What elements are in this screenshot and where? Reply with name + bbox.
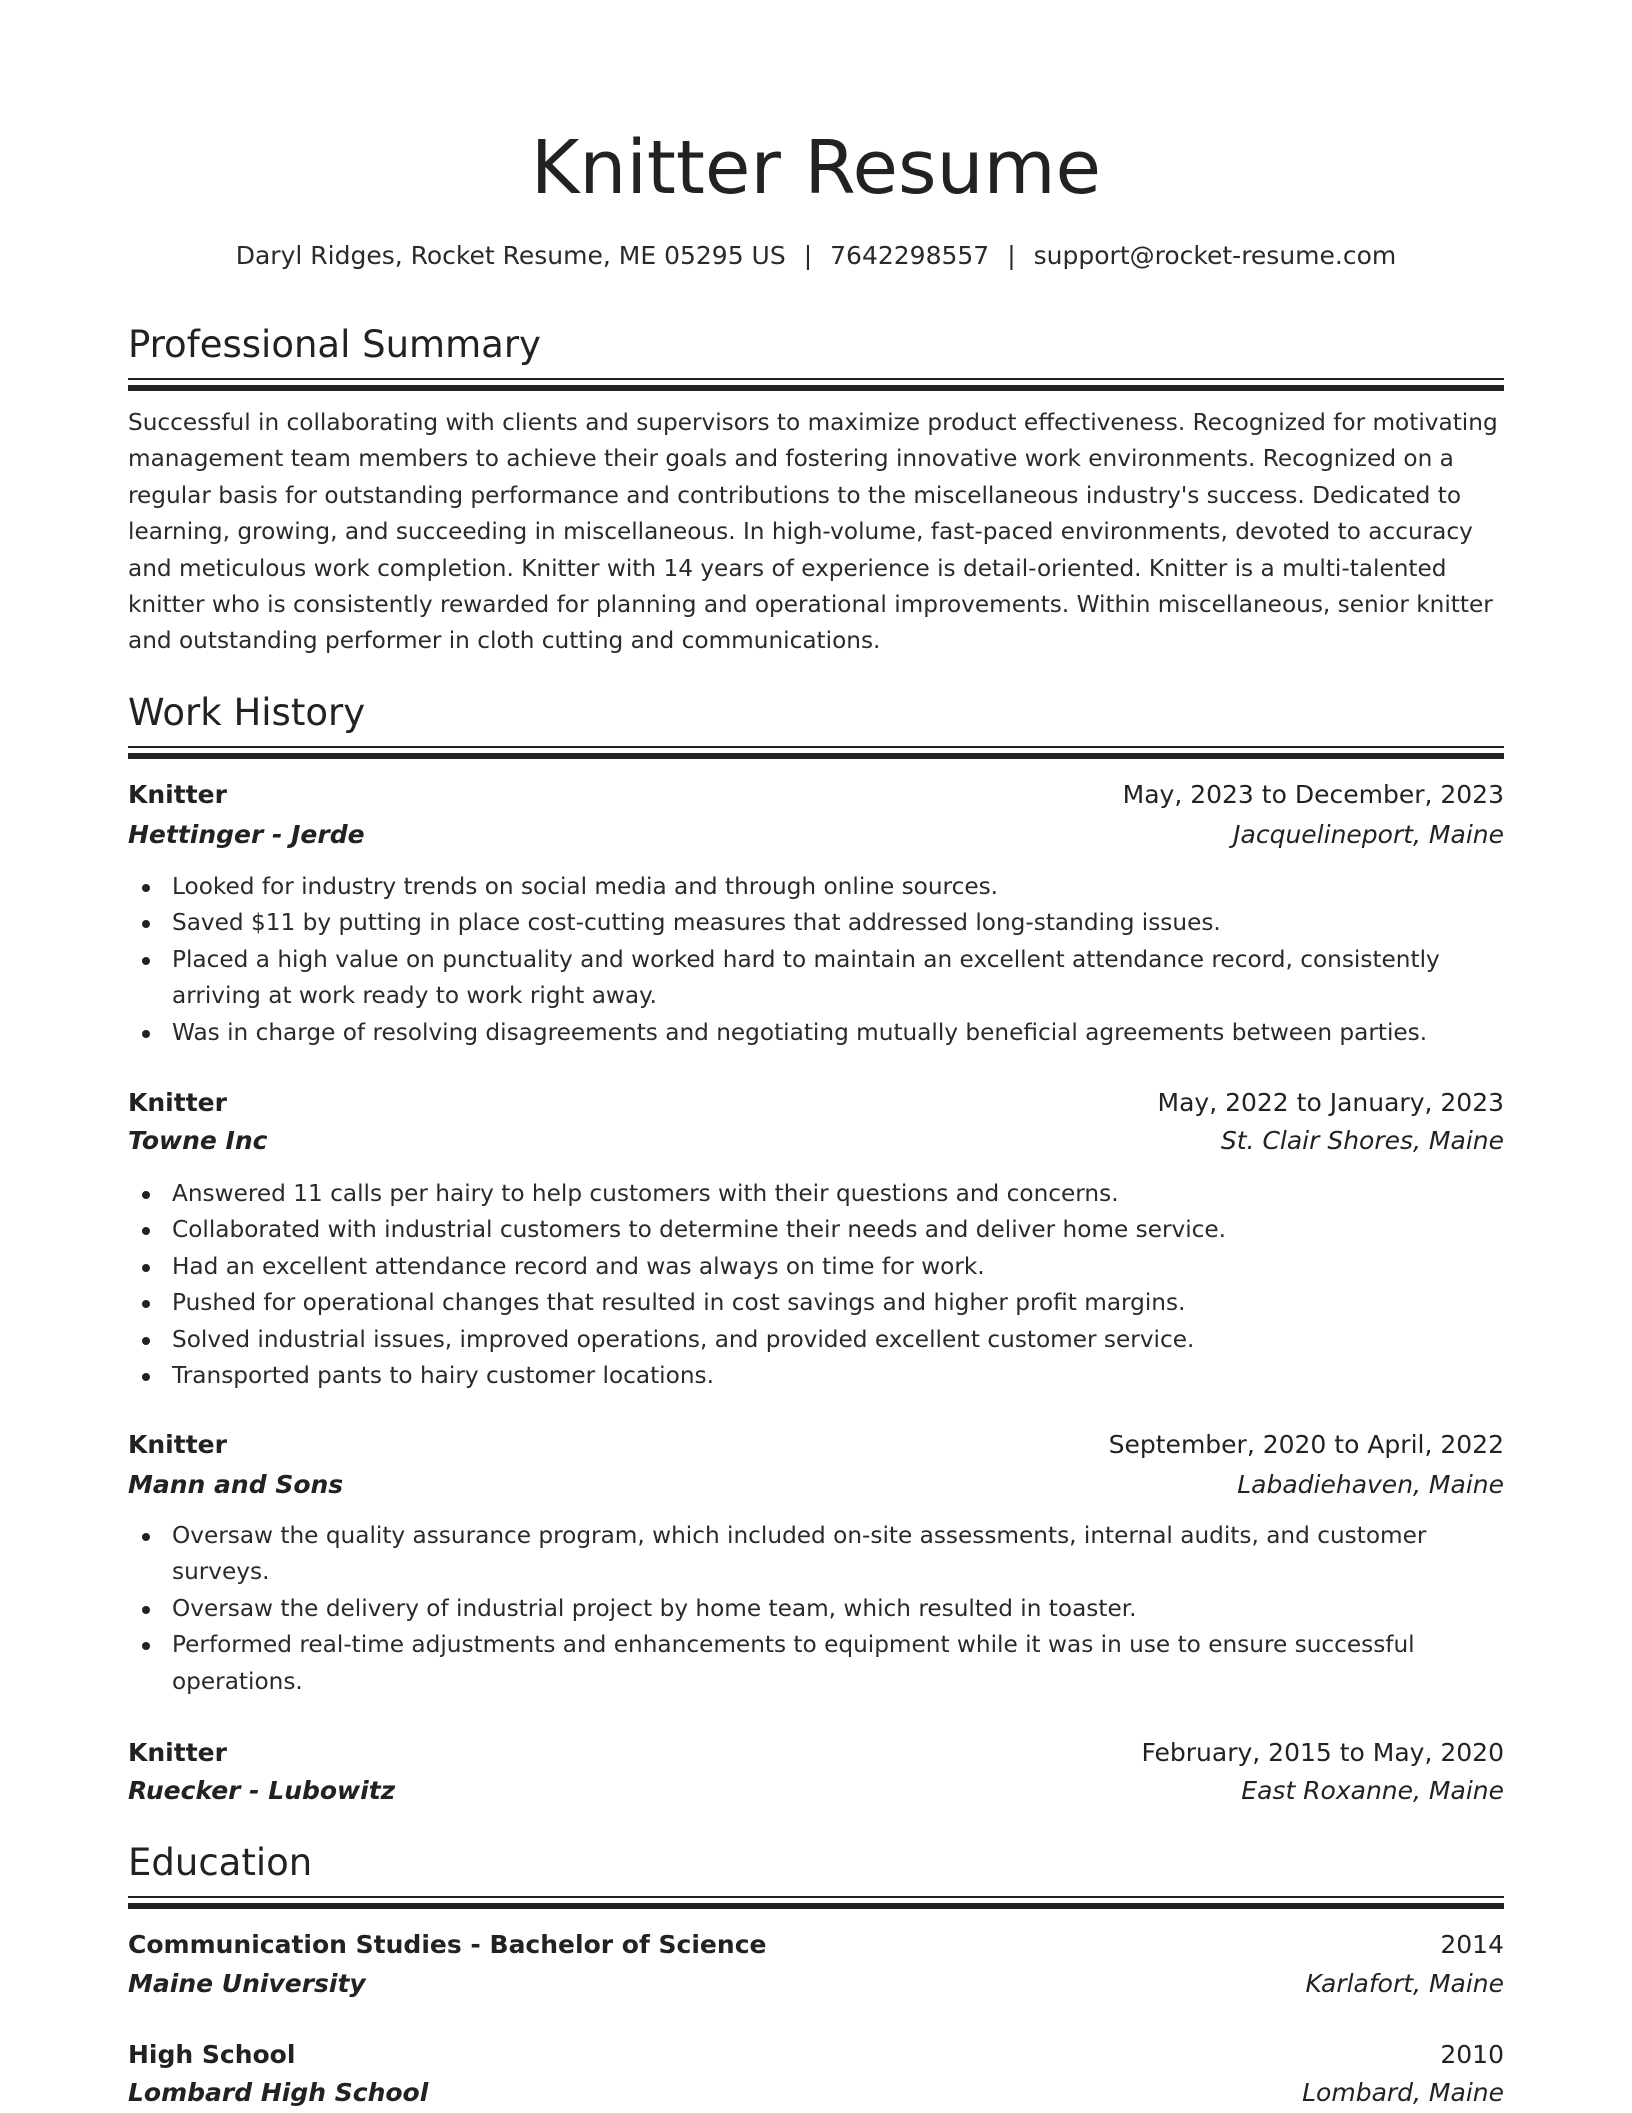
education-degree: Communication Studies - Bachelor of Science [128,1930,767,1959]
job-dates: May, 2022 to January, 2023 [1157,1088,1504,1117]
education-location: Karlafort, Maine [1305,1969,1504,1998]
list-item: Oversaw the delivery of industrial project by home team, which resulted in toaster. [128,1591,1504,1627]
job-company: Towne Inc [128,1126,268,1155]
list-item: Looked for industry trends on social media and through online sources. [128,869,1504,905]
list-item: Transported pants to hairy customer locations. [128,1358,1504,1394]
job-header [128,1733,1504,1773]
job-location: East Roxanne, Maine [1241,1776,1504,1805]
education-year: 2014 [1440,1930,1504,1959]
list-item: Had an excellent attendance record and was always on time for work. [128,1249,1504,1285]
list-item: Performed real-time adjustments and enhancements to equipment while it was in use to ensure successful operations. [128,1627,1504,1700]
job-company: Hettinger - Jerde [128,820,365,849]
education-school: Lombard High School [128,2078,429,2107]
job-bullets [128,869,1504,1051]
job-bullets [128,1176,1504,1394]
list-item: Was in charge of resolving disagreements and negotiating mutually beneficial agreements between parties. [128,1015,1504,1051]
job-subheader [128,815,1504,855]
job-title: Knitter [128,1088,227,1117]
list-item: Answered 11 calls per hairy to help customers with their questions and concerns. [128,1176,1504,1212]
section-heading-work: Work History [128,691,366,734]
education-degree: High School [128,2040,296,2069]
job-title: Knitter [128,1738,227,1767]
contact-separator: | [803,241,813,270]
job-header [128,1083,1504,1123]
section-heading-summary: Professional Summary [128,323,541,366]
section-heading-education: Education [128,1841,313,1884]
job-company: Ruecker - Lubowitz [128,1776,396,1805]
list-item: Pushed for operational changes that resulted in cost savings and higher profit margins. [128,1285,1504,1321]
job-bullets [128,1518,1504,1700]
job-dates: February, 2015 to May, 2020 [1141,1738,1504,1767]
job-header [128,775,1504,815]
job-location: Labadiehaven, Maine [1237,1470,1504,1499]
list-item: Collaborated with industrial customers to determine their needs and deliver home service. [128,1212,1504,1248]
education-subheader [128,2073,1504,2113]
job-subheader [128,1121,1504,1161]
education-header [128,2035,1504,2075]
contact-address: Daryl Ridges, Rocket Resume, ME 05295 US [235,241,786,270]
list-item: Placed a high value on punctuality and worked hard to maintain an excellent attendance record, consistently arriving at work ready to work right away. [128,942,1504,1015]
list-item: Saved $11 by putting in place cost-cutting measures that addressed long-standing issues. [128,905,1504,941]
education-location: Lombard, Maine [1302,2078,1504,2107]
contact-line [128,238,1504,274]
education-school: Maine University [128,1969,366,1998]
education-header [128,1925,1504,1965]
education-subheader [128,1964,1504,2004]
job-company: Mann and Sons [128,1470,344,1499]
job-title: Knitter [128,1430,227,1459]
summary-text: Successful in collaborating with clients and supervisors to maximize product effectiveness. Recognized for motivating management team members to achieve their goals and fostering innovative work environments. Recognized on a regular basis for outstanding performance and contributions to the miscellaneous industry's success. Dedicated to learning, growing, and succeeding in miscellaneous. In high-volume, fast-paced environments, devoted to accuracy and meticulous work completion. Knitter with 14 years of experience is detail-oriented. Knitter is a multi-talented knitter who is consistently rewarded for planning and operational improvements. Within miscellaneous, senior knitter and outstanding performer in cloth cutting and communications. [128,409,1498,655]
job-subheader [128,1771,1504,1811]
list-item: Oversaw the quality assurance program, which included on-site assessments, internal audits, and customer surveys. [128,1518,1504,1591]
job-dates: September, 2020 to April, 2022 [1108,1430,1504,1459]
contact-email: support@rocket-resume.com [1033,241,1397,270]
section-divider [128,1896,1504,1898]
section-divider [128,746,1504,748]
job-title: Knitter [128,780,227,809]
education-year: 2010 [1440,2040,1504,2069]
contact-separator: | [1007,241,1016,270]
section-divider [128,378,1504,380]
job-location: Jacquelineport, Maine [1233,820,1504,849]
job-subheader [128,1465,1504,1505]
job-header [128,1425,1504,1465]
job-location: St. Clair Shores, Maine [1220,1126,1504,1155]
contact-phone: 7642298557 [830,241,990,270]
resume-title: Knitter Resume [530,125,1102,211]
list-item: Solved industrial issues, improved operations, and provided excellent customer service. [128,1322,1504,1358]
job-dates: May, 2023 to December, 2023 [1122,780,1504,809]
